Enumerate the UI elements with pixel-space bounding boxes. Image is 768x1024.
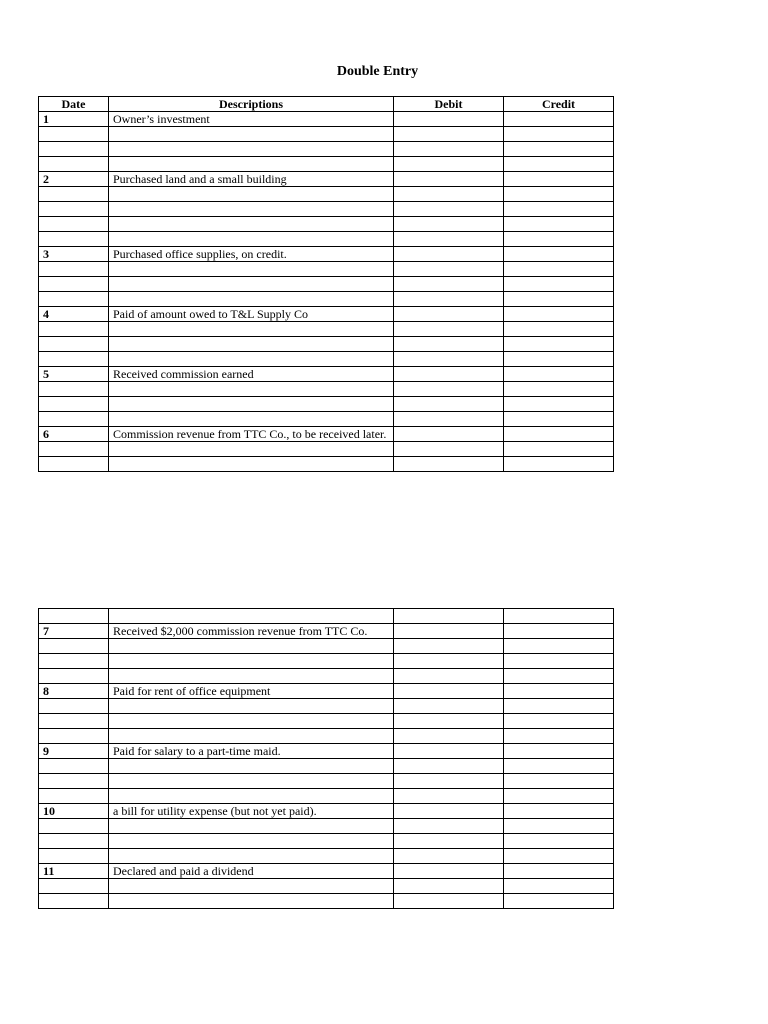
debit-cell[interactable] <box>394 187 504 202</box>
date-cell[interactable] <box>39 699 109 714</box>
table-row <box>39 112 614 127</box>
journal-table-1 <box>38 96 614 472</box>
description-cell[interactable] <box>109 669 394 684</box>
date-cell[interactable] <box>39 292 109 307</box>
credit-cell[interactable] <box>504 894 614 909</box>
description-cell[interactable] <box>109 397 394 412</box>
credit-cell[interactable] <box>504 759 614 774</box>
description-cell[interactable] <box>109 879 394 894</box>
description-cell[interactable] <box>109 442 394 457</box>
date-cell[interactable] <box>39 849 109 864</box>
credit-cell[interactable] <box>504 352 614 367</box>
debit-cell[interactable] <box>394 292 504 307</box>
table-row <box>39 759 614 774</box>
description-cell[interactable] <box>109 609 394 624</box>
description-cell[interactable] <box>109 759 394 774</box>
credit-cell[interactable] <box>504 744 614 759</box>
table-row <box>39 232 614 247</box>
credit-cell[interactable] <box>504 684 614 699</box>
table-row <box>39 789 614 804</box>
credit-cell[interactable] <box>504 127 614 142</box>
debit-cell[interactable] <box>394 127 504 142</box>
debit-cell[interactable] <box>394 624 504 639</box>
table-row <box>39 397 614 412</box>
credit-cell[interactable] <box>504 217 614 232</box>
date-cell[interactable]: 4 <box>39 307 109 322</box>
credit-cell[interactable] <box>504 442 614 457</box>
date-cell[interactable] <box>39 322 109 337</box>
description-cell[interactable] <box>109 699 394 714</box>
date-cell[interactable] <box>39 217 109 232</box>
table-row <box>39 157 614 172</box>
description-cell[interactable] <box>109 412 394 427</box>
debit-cell[interactable] <box>394 654 504 669</box>
credit-cell[interactable] <box>504 879 614 894</box>
table-row <box>39 427 614 442</box>
table-row <box>39 729 614 744</box>
table-row <box>39 187 614 202</box>
table-row <box>39 352 614 367</box>
description-cell[interactable] <box>109 142 394 157</box>
date-cell[interactable] <box>39 457 109 472</box>
description-cell[interactable]: Owner’s investment <box>109 112 394 127</box>
table-row <box>39 172 614 187</box>
page-title: Double Entry <box>336 64 419 79</box>
debit-cell[interactable] <box>394 367 504 382</box>
credit-cell[interactable] <box>504 457 614 472</box>
debit-cell[interactable] <box>394 457 504 472</box>
credit-cell[interactable] <box>504 112 614 127</box>
table-row <box>39 292 614 307</box>
description-cell[interactable] <box>109 262 394 277</box>
credit-cell[interactable] <box>504 864 614 879</box>
debit-cell[interactable] <box>394 819 504 834</box>
debit-cell[interactable] <box>394 789 504 804</box>
description-cell[interactable]: Paid of amount owed to T&L Supply Co <box>109 307 394 322</box>
credit-cell[interactable] <box>504 834 614 849</box>
date-cell[interactable]: 5 <box>39 367 109 382</box>
debit-cell[interactable] <box>394 804 504 819</box>
debit-cell[interactable] <box>394 774 504 789</box>
debit-cell[interactable] <box>394 729 504 744</box>
description-cell[interactable]: Declared and paid a dividend <box>109 864 394 879</box>
credit-cell[interactable] <box>504 382 614 397</box>
table-row <box>39 307 614 322</box>
date-cell[interactable] <box>39 669 109 684</box>
credit-cell[interactable] <box>504 819 614 834</box>
table-row <box>39 217 614 232</box>
credit-cell[interactable] <box>504 157 614 172</box>
debit-cell[interactable] <box>394 699 504 714</box>
date-cell[interactable]: 11 <box>39 864 109 879</box>
table-row <box>39 382 614 397</box>
date-cell[interactable] <box>39 382 109 397</box>
debit-cell[interactable] <box>394 834 504 849</box>
credit-cell[interactable] <box>504 669 614 684</box>
table-row <box>39 684 614 699</box>
date-cell[interactable] <box>39 157 109 172</box>
description-cell[interactable] <box>109 774 394 789</box>
credit-cell[interactable] <box>504 187 614 202</box>
credit-cell[interactable] <box>504 367 614 382</box>
credit-cell[interactable] <box>504 654 614 669</box>
credit-cell[interactable] <box>504 714 614 729</box>
debit-cell[interactable] <box>394 217 504 232</box>
debit-cell[interactable] <box>394 849 504 864</box>
table-row <box>39 744 614 759</box>
table-row <box>39 774 614 789</box>
date-cell[interactable] <box>39 337 109 352</box>
date-cell[interactable] <box>39 714 109 729</box>
description-cell[interactable] <box>109 834 394 849</box>
credit-cell[interactable] <box>504 292 614 307</box>
debit-cell[interactable] <box>394 684 504 699</box>
table-row <box>39 442 614 457</box>
table-row <box>39 457 614 472</box>
debit-cell[interactable] <box>394 247 504 262</box>
debit-cell[interactable] <box>394 262 504 277</box>
date-cell[interactable] <box>39 774 109 789</box>
description-cell[interactable] <box>109 202 394 217</box>
credit-cell[interactable] <box>504 849 614 864</box>
table-row <box>39 804 614 819</box>
debit-cell[interactable] <box>394 639 504 654</box>
date-cell[interactable] <box>39 262 109 277</box>
debit-cell[interactable] <box>394 669 504 684</box>
credit-cell[interactable] <box>504 789 614 804</box>
credit-cell[interactable] <box>504 699 614 714</box>
debit-cell[interactable] <box>394 427 504 442</box>
description-cell[interactable]: Received $2,000 commission revenue from TTC Co. <box>109 624 394 639</box>
description-cell[interactable]: Received commission earned <box>109 367 394 382</box>
description-cell[interactable]: Commission revenue from TTC Co., to be received later. <box>109 427 394 442</box>
date-cell[interactable] <box>39 819 109 834</box>
credit-cell[interactable] <box>504 142 614 157</box>
debit-cell[interactable] <box>394 744 504 759</box>
debit-cell[interactable] <box>394 202 504 217</box>
debit-cell[interactable] <box>394 397 504 412</box>
date-cell[interactable] <box>39 729 109 744</box>
table-row <box>39 262 614 277</box>
debit-cell[interactable] <box>394 142 504 157</box>
debit-cell[interactable] <box>394 112 504 127</box>
date-cell[interactable] <box>39 187 109 202</box>
date-cell[interactable] <box>39 834 109 849</box>
description-cell[interactable] <box>109 789 394 804</box>
debit-cell[interactable] <box>394 759 504 774</box>
credit-cell[interactable] <box>504 729 614 744</box>
table-row <box>39 834 614 849</box>
table-row <box>39 669 614 684</box>
table-row <box>39 849 614 864</box>
credit-cell[interactable] <box>504 427 614 442</box>
header-debit: Debit <box>394 97 504 112</box>
description-cell[interactable] <box>109 819 394 834</box>
description-cell[interactable] <box>109 849 394 864</box>
debit-cell[interactable] <box>394 894 504 909</box>
table-row <box>39 624 614 639</box>
description-cell[interactable]: Purchased land and a small building <box>109 172 394 187</box>
debit-cell[interactable] <box>394 609 504 624</box>
credit-cell[interactable] <box>504 397 614 412</box>
description-cell[interactable] <box>109 157 394 172</box>
debit-cell[interactable] <box>394 442 504 457</box>
table-row <box>39 367 614 382</box>
table-row <box>39 412 614 427</box>
debit-cell[interactable] <box>394 157 504 172</box>
date-cell[interactable]: 1 <box>39 112 109 127</box>
credit-cell[interactable] <box>504 804 614 819</box>
table-row <box>39 879 614 894</box>
credit-cell[interactable] <box>504 322 614 337</box>
credit-cell[interactable] <box>504 232 614 247</box>
table-row <box>39 699 614 714</box>
date-cell[interactable] <box>39 397 109 412</box>
date-cell[interactable] <box>39 639 109 654</box>
date-cell[interactable] <box>39 202 109 217</box>
table-row <box>39 609 614 624</box>
credit-cell[interactable] <box>504 247 614 262</box>
table-row <box>39 654 614 669</box>
debit-cell[interactable] <box>394 172 504 187</box>
header-credit: Credit <box>504 97 614 112</box>
table-row <box>39 894 614 909</box>
debit-cell[interactable] <box>394 879 504 894</box>
date-cell[interactable]: 10 <box>39 804 109 819</box>
description-cell[interactable] <box>109 277 394 292</box>
description-cell[interactable] <box>109 382 394 397</box>
date-cell[interactable] <box>39 232 109 247</box>
description-cell[interactable] <box>109 352 394 367</box>
debit-cell[interactable] <box>394 864 504 879</box>
description-cell[interactable] <box>109 187 394 202</box>
debit-cell[interactable] <box>394 714 504 729</box>
table-row <box>39 322 614 337</box>
debit-cell[interactable] <box>394 322 504 337</box>
header-date: Date <box>39 97 109 112</box>
description-cell[interactable] <box>109 337 394 352</box>
description-cell[interactable]: a bill for utility expense (but not yet paid). <box>109 804 394 819</box>
description-cell[interactable] <box>109 322 394 337</box>
header-descriptions: Descriptions <box>109 97 394 112</box>
description-cell[interactable]: Paid for salary to a part-time maid. <box>109 744 394 759</box>
credit-cell[interactable] <box>504 774 614 789</box>
debit-cell[interactable] <box>394 352 504 367</box>
table-row <box>39 337 614 352</box>
credit-cell[interactable] <box>504 172 614 187</box>
credit-cell[interactable] <box>504 412 614 427</box>
date-cell[interactable] <box>39 789 109 804</box>
credit-cell[interactable] <box>504 639 614 654</box>
credit-cell[interactable] <box>504 624 614 639</box>
debit-cell[interactable] <box>394 382 504 397</box>
description-cell[interactable]: Paid for rent of office equipment <box>109 684 394 699</box>
description-cell[interactable] <box>109 729 394 744</box>
credit-cell[interactable] <box>504 277 614 292</box>
date-cell[interactable]: 8 <box>39 684 109 699</box>
credit-cell[interactable] <box>504 202 614 217</box>
date-cell[interactable] <box>39 412 109 427</box>
description-cell[interactable]: Purchased office supplies, on credit. <box>109 247 394 262</box>
date-cell[interactable]: 2 <box>39 172 109 187</box>
date-cell[interactable] <box>39 759 109 774</box>
table-row <box>39 142 614 157</box>
table-row <box>39 277 614 292</box>
debit-cell[interactable] <box>394 307 504 322</box>
date-cell[interactable] <box>39 654 109 669</box>
table-row <box>39 864 614 879</box>
table-row <box>39 247 614 262</box>
debit-cell[interactable] <box>394 277 504 292</box>
table-row <box>39 202 614 217</box>
table-row <box>39 639 614 654</box>
description-cell[interactable] <box>109 292 394 307</box>
date-cell[interactable] <box>39 127 109 142</box>
date-cell[interactable] <box>39 442 109 457</box>
date-cell[interactable]: 9 <box>39 744 109 759</box>
date-cell[interactable] <box>39 352 109 367</box>
description-cell[interactable] <box>109 217 394 232</box>
description-cell[interactable] <box>109 894 394 909</box>
debit-cell[interactable] <box>394 412 504 427</box>
description-cell[interactable] <box>109 232 394 247</box>
date-cell[interactable] <box>39 879 109 894</box>
header-row <box>39 97 614 112</box>
date-cell[interactable]: 3 <box>39 247 109 262</box>
description-cell[interactable] <box>109 714 394 729</box>
description-cell[interactable] <box>109 639 394 654</box>
debit-cell[interactable] <box>394 337 504 352</box>
journal-table-2 <box>38 608 614 909</box>
credit-cell[interactable] <box>504 307 614 322</box>
credit-cell[interactable] <box>504 262 614 277</box>
table-row <box>39 819 614 834</box>
credit-cell[interactable] <box>504 337 614 352</box>
date-cell[interactable] <box>39 609 109 624</box>
description-cell[interactable] <box>109 457 394 472</box>
description-cell[interactable] <box>109 654 394 669</box>
credit-cell[interactable] <box>504 609 614 624</box>
debit-cell[interactable] <box>394 232 504 247</box>
table-row <box>39 714 614 729</box>
date-cell[interactable] <box>39 277 109 292</box>
description-cell[interactable] <box>109 127 394 142</box>
table-row <box>39 127 614 142</box>
date-cell[interactable] <box>39 894 109 909</box>
date-cell[interactable] <box>39 142 109 157</box>
date-cell[interactable]: 6 <box>39 427 109 442</box>
date-cell[interactable]: 7 <box>39 624 109 639</box>
